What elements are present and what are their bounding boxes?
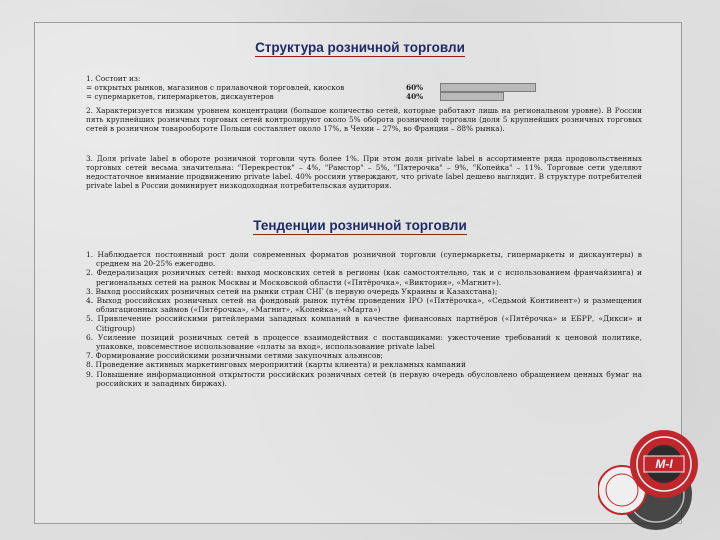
trends-list (86, 250, 642, 388)
trend-item-1: 1. Наблюдается постоянный рост доли современных форматов розничной торговли (супермаркеты, гипермаркеты и дискаунтеры) в среднем на 20-25% ежегодно. (86, 250, 642, 269)
structure-intro: 1. Состоит из: (86, 74, 141, 83)
trend-item-7: 7. Формирование российскими розничными сетями закупочных альянсов; (86, 351, 384, 361)
structure-point-2: 2. Характеризуется низким уровнем концентрации (большое количество сетей, которые работают лишь на региональном уровне). В России пять крупнейших розничных торговых сетей контролируют около 5% оборота розничной торговли (доля 5 крупнейших розничных торговых сетей в розничном товарообороте Польши составляет около 17%, в Чехии – 27%, во Франции – 88% рынка). (86, 106, 642, 134)
share-bar-markets (440, 83, 536, 92)
row-percent: 60% (406, 83, 424, 93)
structure-title: Структура розничной торговли (255, 40, 465, 55)
logo-seal-icon (598, 420, 708, 536)
trend-item-8: 8. Проведение активных маркетинговых мероприятий (карты клиента) и рекламных кампаний (86, 360, 466, 370)
row-label: = супермаркетов, гипермаркетов, дискаунтеров (86, 92, 274, 102)
trend-item-3: 3. Выход российских розничных сетей на рынки стран СНГ (в первую очередь Украины и Казахстана); (86, 286, 498, 296)
trends-title: Тенденции розничной торговли (253, 218, 467, 233)
trend-item-9: 9. Повышение информационной открытости российских розничных сетей (в первую очередь обусловлено обращением ценных бумаг на российских и западных биржах). (86, 369, 642, 388)
trend-item-2: 2. Федерализация розничных сетей: выход московских сетей в регионы (как самостоятельно, так и с использованием франчайзинга) и региональных сетей на рынок Москвы и Московской области («Пятёрочка», «Виктория», «Магнит»). (86, 268, 642, 287)
svg-text:M-I: M-I (655, 457, 673, 471)
row-label: = открытых рынков, магазинов с прилавочной торговлей, киосков (86, 83, 345, 93)
trend-item-4: 4. Выход российских розничных сетей на фондовый рынок путём проведения IPO («Пятёрочка», «Седьмой Континент») и размещения облигационных займов («Пятёрочка», «Магнит», «Копейка», «Марта») (86, 296, 642, 315)
trend-item-5: 5. Привлечение российскими ритейлерами западных компаний в качестве финансовых партнёров («Пятёрочка» и ЕБРР, «Дикси» и Citigroup) (86, 314, 642, 333)
row-percent: 40% (406, 92, 424, 102)
share-bar-supermarkets (440, 92, 504, 101)
structure-point-3: 3. Доля private label в обороте розничной торговли чуть более 1%. При этом доля private label в ассортименте ряда продовольственных торговых сетей весьма значительна: "Перекресток" – 4%, "Рамстор" – 5%, "Пятерочка" – 9%, "Копейка" – 11%. Торговые сети уделяют недостаточное внимание продвижению private label. 40% россиян утверждают, что private label дешево выглядит. В структуре потребителей private label в России доминирует низкодоходная потребительская аудитория. (86, 154, 642, 191)
trend-item-6: 6. Усиление позиций розничных сетей в процессе взаимодействия с поставщиками: ужесточение требований к ценовой политике, упаковке, повсеместное использование «платы за вход», использование private label (86, 332, 642, 352)
structure-row-supermarkets (86, 92, 642, 101)
structure-row-markets (86, 83, 642, 92)
company-logo (598, 420, 708, 536)
structure-composition (86, 74, 642, 101)
